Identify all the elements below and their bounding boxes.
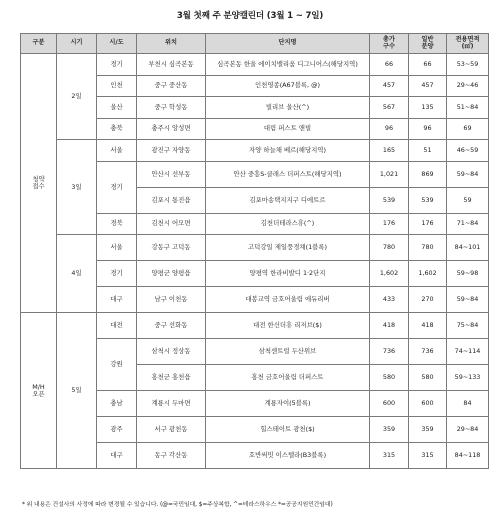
region-cell: 경기 <box>97 261 137 287</box>
area-cell: 29~84 <box>447 417 489 443</box>
header-area: 전용면적 (㎡) <box>447 34 489 54</box>
complex-name-cell: 대봉교역 금호어울림 에듀리버 <box>206 287 370 313</box>
region-cell: 서울 <box>97 235 137 261</box>
total-units-cell: 600 <box>370 391 409 417</box>
general-supply-cell: 869 <box>409 161 447 187</box>
location-cell: 홍천군 홍천읍 <box>137 365 206 391</box>
complex-name-cell: 심곡본동 한울 에이치밸리움 디그니어스(해당지역) <box>206 54 370 76</box>
area-cell: 29~46 <box>447 75 489 97</box>
complex-name-cell: 대전 한신더휴 리저브($) <box>206 313 370 339</box>
region-cell: 대구 <box>97 287 137 313</box>
complex-name-cell: 고덕강일 제일풍경채(1블록) <box>206 235 370 261</box>
area-cell: 74~114 <box>447 339 489 365</box>
header-gubun: 구분 <box>21 34 57 54</box>
complex-name-cell: 삼척센트럴 두산위브 <box>206 339 370 365</box>
table-row <box>21 313 489 339</box>
area-cell: 84~118 <box>447 443 489 469</box>
region-cell: 서울 <box>97 140 137 162</box>
location-cell: 김포시 통진읍 <box>137 187 206 213</box>
area-cell: 84~101 <box>447 235 489 261</box>
general-supply-cell: 1,602 <box>409 261 447 287</box>
area-cell: 46~59 <box>447 140 489 162</box>
header-complex-name: 단지명 <box>206 34 370 54</box>
complex-name-cell: 호반써밋 이스텔라(B3블록) <box>206 443 370 469</box>
location-cell: 광진구 자양동 <box>137 140 206 162</box>
area-cell: 75~84 <box>447 313 489 339</box>
general-supply-cell: 270 <box>409 287 447 313</box>
area-cell: 51~84 <box>447 97 489 119</box>
region-cell: 대전 <box>97 313 137 339</box>
total-units-cell: 96 <box>370 118 409 140</box>
location-cell: 중구 선화동 <box>137 313 206 339</box>
group-cell-model-house: M/H 오픈 <box>21 313 57 469</box>
general-supply-cell: 736 <box>409 339 447 365</box>
total-units-cell: 780 <box>370 235 409 261</box>
total-units-cell: 359 <box>370 417 409 443</box>
general-supply-cell: 457 <box>409 75 447 97</box>
general-supply-cell: 418 <box>409 313 447 339</box>
location-cell: 동구 각산동 <box>137 443 206 469</box>
general-supply-cell: 780 <box>409 235 447 261</box>
group-cell-subscription: 청약 접수 <box>21 54 57 313</box>
location-cell: 충주시 앙성면 <box>137 118 206 140</box>
complex-name-cell: 안산 중흥S-클래스 더퍼스트(해당지역) <box>206 161 370 187</box>
region-cell: 대구 <box>97 443 137 469</box>
total-units-cell: 165 <box>370 140 409 162</box>
period-cell: 4일 <box>57 235 97 313</box>
total-units-cell: 66 <box>370 54 409 76</box>
footnote: * 위 내용은 건설사의 사정에 따라 변경될 수 있습니다. (@=국민임대, $=주상복합, ^=테라스하우스 *=공공지원민간임대) <box>22 502 333 508</box>
region-cell: 경북 <box>97 213 137 235</box>
total-units-cell: 457 <box>370 75 409 97</box>
complex-name-cell: 양평역 한라비발디 1·2단지 <box>206 261 370 287</box>
period-cell: 2일 <box>57 54 97 140</box>
complex-name-cell: 김천더테라스휴(^) <box>206 213 370 235</box>
general-supply-cell: 135 <box>409 97 447 119</box>
general-supply-cell: 359 <box>409 417 447 443</box>
total-units-cell: 736 <box>370 339 409 365</box>
region-cell: 경기 <box>97 161 137 213</box>
region-cell: 충북 <box>97 118 137 140</box>
area-cell: 53~59 <box>447 54 489 76</box>
period-cell: 5일 <box>57 313 97 469</box>
page-title: 3월 첫째 주 분양캘린더 (3월 1 ~ 7일) <box>176 11 324 21</box>
total-units-cell: 539 <box>370 187 409 213</box>
area-cell: 59 <box>447 187 489 213</box>
location-cell: 중구 중산동 <box>137 75 206 97</box>
location-cell: 안산시 선부동 <box>137 161 206 187</box>
header-location: 위치 <box>137 34 206 54</box>
header-sigi: 시기 <box>57 34 97 54</box>
area-cell: 59~98 <box>447 261 489 287</box>
area-cell: 84 <box>447 391 489 417</box>
total-units-cell: 567 <box>370 97 409 119</box>
region-cell: 울산 <box>97 97 137 119</box>
location-cell: 서구 광천동 <box>137 417 206 443</box>
total-units-cell: 433 <box>370 287 409 313</box>
region-cell: 인천 <box>97 75 137 97</box>
location-cell: 강동구 고덕동 <box>137 235 206 261</box>
complex-name-cell: 홍천 금호어울림 더퍼스트 <box>206 365 370 391</box>
location-cell: 삼척시 정상동 <box>137 339 206 365</box>
complex-name-cell: 인천영종(A67블록, @) <box>206 75 370 97</box>
general-supply-cell: 315 <box>409 443 447 469</box>
complex-name-cell: 계룡자이(5블록) <box>206 391 370 417</box>
table-header-row <box>21 34 489 54</box>
general-supply-cell: 600 <box>409 391 447 417</box>
header-total-units: 총가 구수 <box>370 34 409 54</box>
location-cell: 계룡시 두마면 <box>137 391 206 417</box>
table-row <box>21 235 489 261</box>
complex-name-cell: 자양 하늘채 베르(해당지역) <box>206 140 370 162</box>
table-row <box>21 54 489 76</box>
total-units-cell: 418 <box>370 313 409 339</box>
total-units-cell: 315 <box>370 443 409 469</box>
location-cell: 부천시 심곡본동 <box>137 54 206 76</box>
table-row <box>21 140 489 162</box>
complex-name-cell: 힐스테이트 광천($) <box>206 417 370 443</box>
location-cell: 중구 학성동 <box>137 97 206 119</box>
schedule-table <box>20 33 489 469</box>
area-cell: 59~133 <box>447 365 489 391</box>
period-cell: 3일 <box>57 140 97 235</box>
location-cell: 양평군 양평읍 <box>137 261 206 287</box>
region-cell: 강원 <box>97 339 137 391</box>
location-cell: 김천시 어모면 <box>137 213 206 235</box>
location-cell: 남구 이천동 <box>137 287 206 313</box>
general-supply-cell: 66 <box>409 54 447 76</box>
region-cell: 충남 <box>97 391 137 417</box>
area-cell: 59~84 <box>447 161 489 187</box>
general-supply-cell: 580 <box>409 365 447 391</box>
total-units-cell: 580 <box>370 365 409 391</box>
area-cell: 59~84 <box>447 287 489 313</box>
header-general-supply: 일반 분양 <box>409 34 447 54</box>
complex-name-cell: 김포마송택지지구 디에트르 <box>206 187 370 213</box>
total-units-cell: 176 <box>370 213 409 235</box>
complex-name-cell: 대림 퍼스트 앤빌 <box>206 118 370 140</box>
region-cell: 광주 <box>97 417 137 443</box>
general-supply-cell: 176 <box>409 213 447 235</box>
total-units-cell: 1,602 <box>370 261 409 287</box>
area-cell: 71~84 <box>447 213 489 235</box>
total-units-cell: 1,021 <box>370 161 409 187</box>
general-supply-cell: 51 <box>409 140 447 162</box>
area-cell: 69 <box>447 118 489 140</box>
general-supply-cell: 539 <box>409 187 447 213</box>
header-sido: 시/도 <box>97 34 137 54</box>
region-cell: 경기 <box>97 54 137 76</box>
general-supply-cell: 96 <box>409 118 447 140</box>
complex-name-cell: 빌리브 울산(^) <box>206 97 370 119</box>
